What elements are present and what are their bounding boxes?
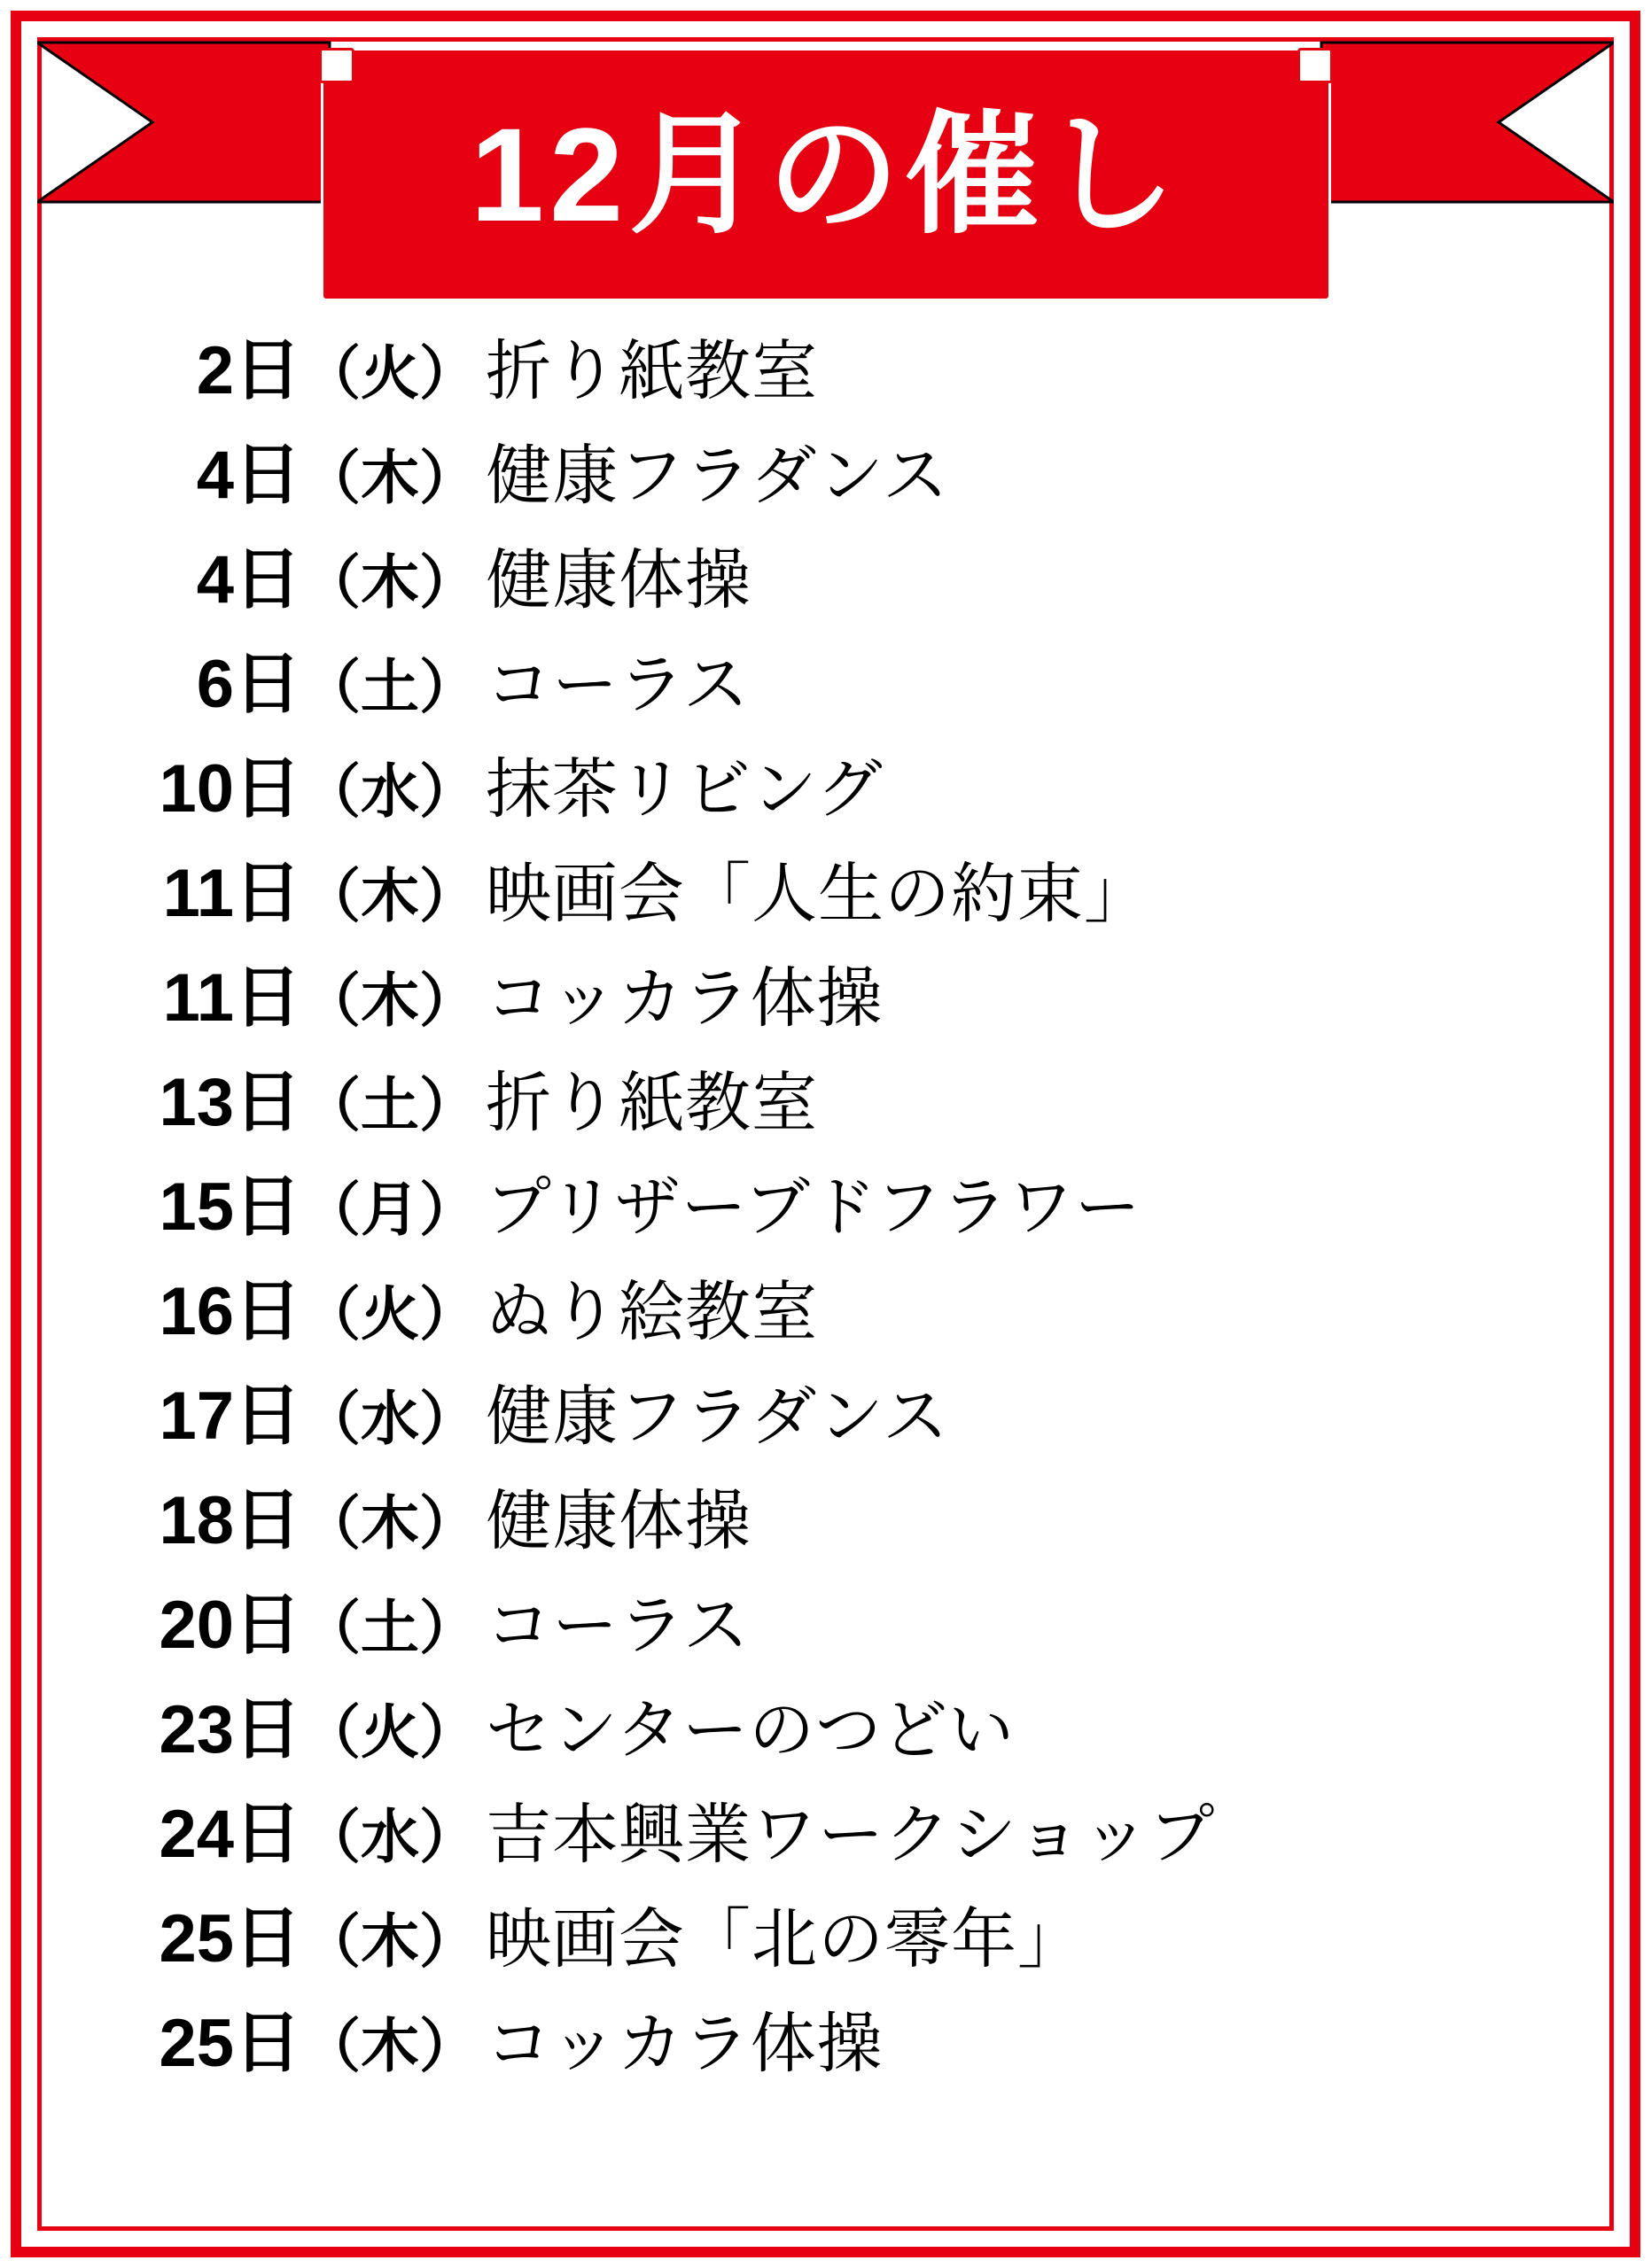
event-row (62, 1469, 1589, 1573)
event-weekday: （木） (302, 863, 478, 928)
event-row (62, 1887, 1589, 1992)
event-row (62, 1783, 1589, 1887)
event-weekday: （火） (302, 340, 478, 406)
event-weekday: （木） (302, 2013, 478, 2078)
event-title: 抹茶リビング (486, 752, 884, 826)
event-weekday: （木） (302, 1908, 478, 1974)
event-title: 映画会「北の零年」 (486, 1902, 1084, 1976)
event-day: 23日 (159, 1692, 301, 1767)
event-row (62, 1364, 1589, 1469)
event-title: ぬり絵教室 (486, 1275, 818, 1348)
event-title: コッカラ体操 (486, 2007, 884, 2080)
event-row (62, 1678, 1589, 1783)
event-title: プリザーブドフラワー (486, 1170, 1141, 1244)
event-weekday: （木） (302, 1490, 478, 1556)
event-row (62, 633, 1589, 737)
event-weekday: （木） (302, 967, 478, 1033)
event-row (62, 1260, 1589, 1364)
event-day: 16日 (159, 1274, 301, 1349)
event-weekday: （土） (302, 1072, 478, 1138)
event-title: 映画会「人生の約束」 (486, 857, 1150, 930)
event-weekday: （火） (302, 1699, 478, 1765)
event-title: コーラス (486, 1588, 750, 1662)
event-row (62, 423, 1589, 528)
event-list (62, 319, 1589, 2215)
event-day: 11日 (162, 856, 301, 931)
page-title: 12月の催し (470, 100, 1182, 249)
event-title: 健康フラダンス (486, 439, 949, 512)
event-day: 2日 (196, 333, 301, 408)
event-weekday: （土） (302, 654, 478, 719)
event-row (62, 1155, 1589, 1260)
event-title: 折り紙教室 (486, 1066, 818, 1139)
event-title: センターのつどい (486, 1693, 1016, 1767)
event-day: 6日 (196, 647, 301, 722)
event-day: 13日 (159, 1065, 301, 1140)
event-title: 健康フラダンス (486, 1379, 949, 1453)
event-day: 15日 (159, 1169, 301, 1245)
event-day: 25日 (159, 2006, 301, 2081)
event-day: 11日 (162, 960, 301, 1036)
event-weekday: （火） (302, 1281, 478, 1347)
event-weekday: （水） (302, 758, 478, 824)
title-banner (37, 18, 1614, 301)
event-day: 20日 (159, 1588, 301, 1663)
event-title: 健康体操 (486, 1484, 752, 1557)
event-day: 24日 (159, 1797, 301, 1872)
event-title: コーラス (486, 648, 750, 721)
event-title: 折り紙教室 (486, 334, 818, 408)
event-row (62, 528, 1589, 633)
event-weekday: （木） (302, 549, 478, 615)
event-title: 健康体操 (486, 543, 752, 617)
event-row (62, 946, 1589, 1051)
event-weekday: （水） (302, 1804, 478, 1869)
event-row (62, 737, 1589, 842)
event-row (62, 842, 1589, 946)
event-day: 4日 (196, 542, 301, 617)
event-row (62, 1992, 1589, 2096)
event-day: 18日 (159, 1483, 301, 1558)
event-day: 4日 (196, 438, 301, 513)
event-day: 17日 (159, 1379, 301, 1454)
event-weekday: （土） (302, 1595, 478, 1660)
event-row (62, 319, 1589, 423)
event-title: コッカラ体操 (486, 961, 884, 1035)
event-row (62, 1051, 1589, 1155)
event-day: 25日 (159, 1901, 301, 1977)
event-weekday: （月） (302, 1177, 478, 1242)
event-weekday: （木） (302, 445, 478, 510)
event-title: 吉本興業ワークショップ (486, 1798, 1216, 1871)
event-weekday: （水） (302, 1386, 478, 1451)
event-row (62, 1573, 1589, 1678)
event-day: 10日 (159, 751, 301, 827)
